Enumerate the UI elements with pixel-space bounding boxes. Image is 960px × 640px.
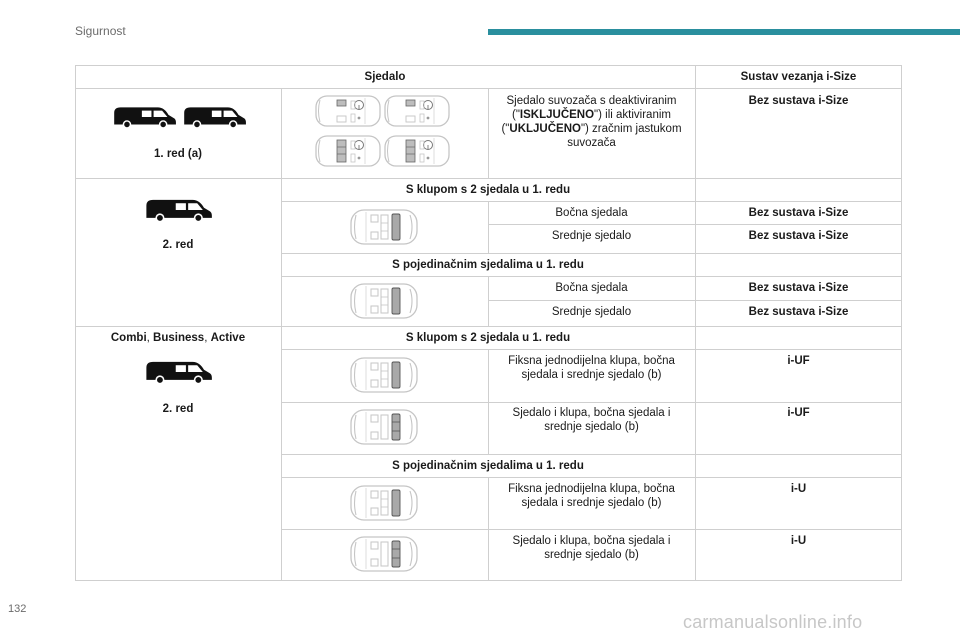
- row1-desc-line1: Sjedalo suvozača s deaktiviranim: [506, 95, 677, 107]
- row2-bench-side-value: Bez sustava i-Size: [748, 207, 849, 219]
- row1-desc-line4: suvozača: [567, 137, 616, 149]
- row3-label: 2. red: [162, 403, 194, 415]
- seat-plan-row3-individual-2: [350, 536, 418, 572]
- cabin-diagram-2: [384, 95, 450, 127]
- page-number: 132: [8, 603, 27, 615]
- row2-bench-heading-divider: [281, 201, 902, 202]
- row2-ind-side: Bočna sjedala: [555, 282, 628, 294]
- row3-bench-heading-divider: [281, 349, 902, 350]
- row3-b1-value: i-UF: [787, 355, 810, 367]
- row3-b1-line2: sjedala i srednje sjedalo (b): [521, 369, 662, 381]
- row3-b2-line2: srednje sjedalo (b): [544, 421, 639, 433]
- header-seat: Sjedalo: [364, 71, 406, 83]
- cabin-diagram-4: [384, 135, 450, 167]
- row3-b2-line1: Sjedalo i klupa, bočna sjedala i: [512, 407, 671, 419]
- row3-i1-line1: Fiksna jednodijelna klupa, bočna: [508, 483, 675, 495]
- row2-individual-heading-divider: [281, 276, 902, 277]
- table-border-top: [75, 65, 902, 66]
- row2-divider: [75, 326, 902, 327]
- row3-bench-heading: S klupom s 2 sjedala u 1. redu: [405, 332, 571, 344]
- row3-i1-value: i-U: [790, 483, 807, 495]
- row2-individual-heading: S pojedinačnim sjedalima u 1. redu: [392, 259, 584, 271]
- row2-bench-heading: S klupom s 2 sjedala u 1. redu: [405, 184, 571, 196]
- row3-i2-value: i-U: [790, 535, 807, 547]
- row3-b1-line1: Fiksna jednodijelna klupa, bočna: [508, 355, 675, 367]
- row1-desc-line3: ("UKLJUČENO") zračnim jastukom: [501, 123, 682, 135]
- row3-versions: Combi, Business, Active: [110, 332, 246, 344]
- section-title: Sigurnost: [75, 24, 126, 38]
- row3-individual-heading-divider: [281, 477, 902, 478]
- row2-label: 2. red: [162, 239, 194, 251]
- row3-b1-desc: [488, 354, 695, 382]
- van-long-icon: [181, 103, 247, 131]
- van-short-icon: [111, 103, 177, 131]
- cabin-diagram-3: [315, 135, 381, 167]
- table-border-right: [901, 65, 902, 581]
- seat-plan-row2-bench: [350, 209, 418, 245]
- row3-i1-line2: sjedala i srednje sjedalo (b): [521, 497, 662, 509]
- row2-ind-center: Srednje sjedalo: [551, 306, 632, 318]
- seat-plan-row2-individual: [350, 283, 418, 319]
- row3-individual-heading: S pojedinačnim sjedalima u 1. redu: [392, 460, 584, 472]
- header-isize: Sustav vezanja i-Size: [740, 71, 857, 83]
- table-border-left: [75, 65, 76, 581]
- row1-divider: [75, 178, 902, 179]
- row3-i1-desc: [488, 482, 695, 510]
- row1-value: Bez sustava i-Size: [748, 95, 849, 107]
- row3-i2-line2: srednje sjedalo (b): [544, 549, 639, 561]
- row3-b2-value: i-UF: [787, 407, 810, 419]
- isize-table: [75, 65, 902, 581]
- row2-ind-side-value: Bez sustava i-Size: [748, 282, 849, 294]
- row3-bench-end-divider: [281, 454, 902, 455]
- watermark: carmanualsonline.info: [683, 612, 863, 632]
- seat-plan-row3-bench-2: [350, 409, 418, 445]
- van-icon: [143, 196, 213, 224]
- row1-label: 1. red (a): [154, 148, 202, 160]
- row3-i2-desc: [488, 534, 695, 562]
- row3-i2-line1: Sjedalo i klupa, bočna sjedala i: [512, 535, 671, 547]
- row2-bench-side: Bočna sjedala: [555, 207, 628, 219]
- row2-bench-end-divider: [281, 253, 902, 254]
- row3-individual-sub-divider: [281, 529, 902, 530]
- row3-b2-desc: [488, 406, 695, 434]
- row2-bench-center-value: Bez sustava i-Size: [748, 230, 849, 242]
- seat-plan-row3-bench-1: [350, 357, 418, 393]
- row2-ind-center-value: Bez sustava i-Size: [748, 306, 849, 318]
- row3-bench-sub-divider: [281, 402, 902, 403]
- row1-description: [488, 94, 695, 150]
- van-combi-icon: [143, 358, 213, 386]
- seat-plan-row3-individual-1: [350, 485, 418, 521]
- row2-bench-center: Srednje sjedalo: [551, 230, 632, 242]
- col-divider-3: [695, 65, 696, 581]
- cabin-diagram-1: [315, 95, 381, 127]
- row1-desc-line2: ("ISKLJUČENO") ili aktiviranim: [512, 109, 671, 121]
- header-accent-bar: [488, 29, 960, 35]
